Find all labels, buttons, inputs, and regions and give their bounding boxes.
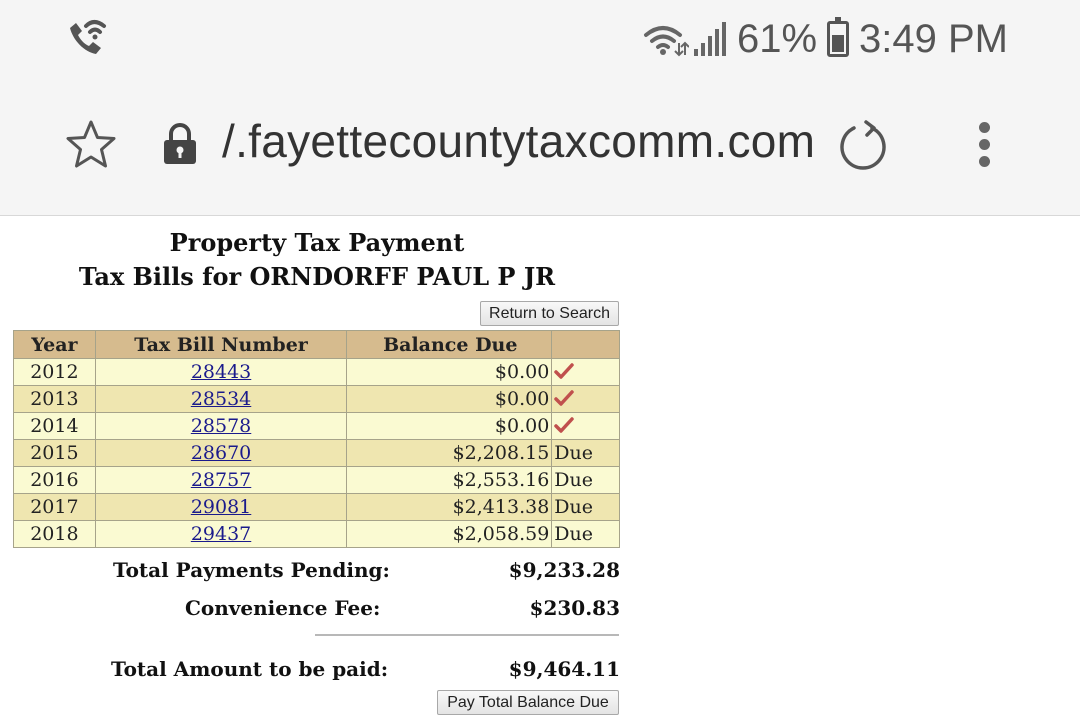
return-to-search-button[interactable]: Return to Search	[480, 301, 619, 326]
table-header-row	[14, 331, 620, 359]
table-row	[14, 386, 620, 413]
status-cell: Due	[552, 521, 620, 548]
column-header-bill-number: Tax Bill Number	[95, 331, 346, 359]
balance-cell: $2,208.15	[347, 440, 552, 467]
clock: 3:49 PM	[859, 16, 1008, 61]
status-bar	[0, 0, 1080, 80]
total-payments-pending-label: Total Payments Pending:	[113, 558, 390, 582]
browser-address-bar	[0, 80, 1080, 216]
balance-cell: $2,058.59	[347, 521, 552, 548]
tax-bill-link[interactable]: 29437	[190, 523, 252, 545]
page-subtitle: Tax Bills for ORNDORFF PAUL P JR	[78, 262, 556, 291]
status-cell: Due	[552, 467, 620, 494]
balance-cell: $0.00	[347, 413, 552, 440]
year-cell: 2013	[14, 386, 96, 413]
convenience-fee-value: $230.83	[529, 596, 620, 620]
tax-bill-link[interactable]: 29081	[190, 496, 252, 518]
url-field[interactable]: /.fayettecountytaxcomm.com	[222, 115, 816, 167]
table-row	[14, 521, 620, 548]
page-content	[0, 216, 1080, 720]
lock-icon	[162, 122, 198, 166]
table-row	[14, 359, 620, 386]
status-cell: Due	[552, 440, 620, 467]
status-cell: Due	[552, 494, 620, 521]
year-cell: 2014	[14, 413, 96, 440]
balance-cell: $0.00	[347, 359, 552, 386]
tax-bills-table	[13, 330, 620, 548]
year-cell: 2017	[14, 494, 96, 521]
overflow-menu-icon[interactable]	[972, 122, 996, 172]
table-row	[14, 467, 620, 494]
tax-bill-link[interactable]: 28670	[190, 442, 252, 464]
balance-cell: $2,413.38	[347, 494, 552, 521]
pay-total-balance-button[interactable]: Pay Total Balance Due	[437, 690, 619, 715]
total-amount-label: Total Amount to be paid:	[111, 657, 389, 681]
tax-bill-link[interactable]: 28757	[190, 469, 252, 491]
column-header-year: Year	[14, 331, 96, 359]
tax-bill-link[interactable]: 28443	[190, 361, 252, 383]
tax-bill-link[interactable]: 28534	[190, 388, 252, 410]
paid-checkmark-icon	[554, 389, 574, 407]
year-cell: 2018	[14, 521, 96, 548]
balance-cell: $2,553.16	[347, 467, 552, 494]
page-title: Property Tax Payment	[169, 228, 465, 257]
table-row	[14, 494, 620, 521]
table-row	[14, 440, 620, 467]
reload-icon[interactable]	[836, 118, 892, 174]
wifi-calling-icon	[62, 14, 112, 58]
paid-checkmark-icon	[554, 416, 574, 434]
tax-bill-link[interactable]: 28578	[190, 415, 252, 437]
battery-percent: 61%	[736, 16, 818, 61]
year-cell: 2016	[14, 467, 96, 494]
total-amount-value: $9,464.11	[508, 657, 620, 681]
balance-cell: $0.00	[347, 386, 552, 413]
total-payments-pending-value: $9,233.28	[508, 558, 620, 582]
year-cell: 2012	[14, 359, 96, 386]
wifi-icon	[643, 23, 689, 57]
paid-checkmark-icon	[554, 362, 574, 380]
year-cell: 2015	[14, 440, 96, 467]
signal-icon	[693, 21, 727, 57]
totals-divider	[315, 634, 619, 636]
convenience-fee-label: Convenience Fee:	[185, 596, 381, 620]
star-icon[interactable]	[64, 118, 118, 172]
column-header-balance-due: Balance Due	[347, 331, 552, 359]
table-row	[14, 413, 620, 440]
battery-icon	[827, 21, 849, 57]
column-header-status	[552, 331, 620, 359]
